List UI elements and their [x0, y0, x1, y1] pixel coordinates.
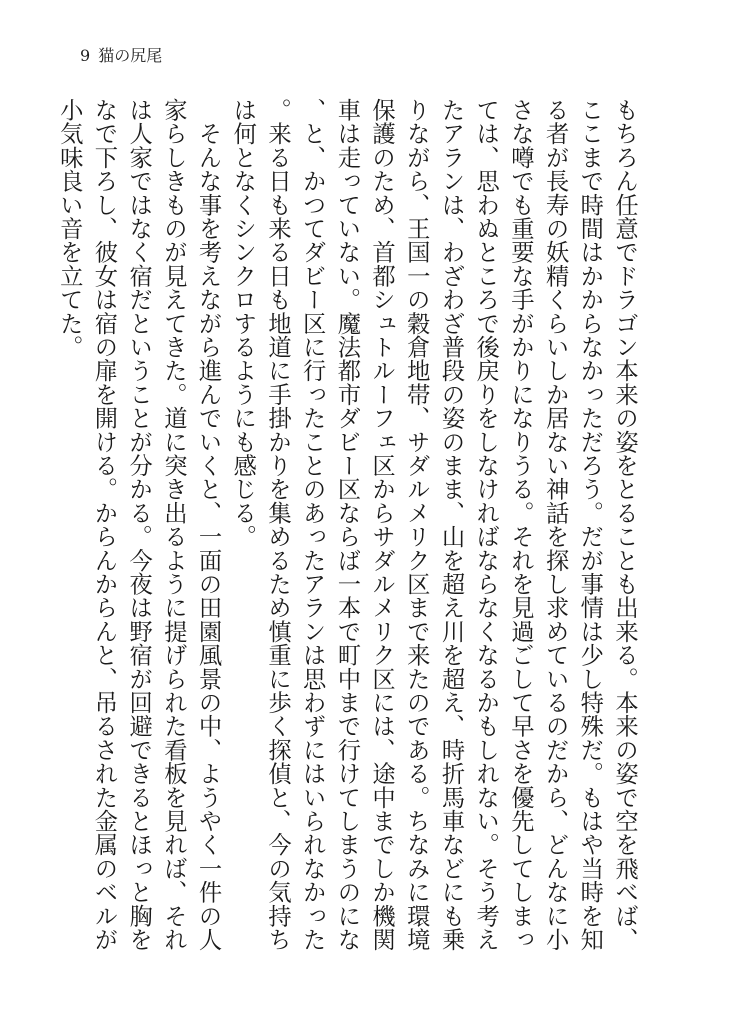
paragraph-2: そんな事を考えながら進んでいくと、一面の田園風景の中、ようやく一件の人家らしきものが見えてきた。道に突き出るように提げられた看板を見れば、それは人家ではなく宿だということが分かる。今夜は野宿が回避できるとほっと胸をなで下ろし、彼女は宿の扉を開ける。からんからんと、吊るされた金属のベルが小気味良い音を立てた。	[55, 98, 222, 952]
page-number: 9	[80, 46, 91, 65]
page-header	[80, 46, 162, 66]
running-title: 猫の尻尾	[98, 46, 163, 65]
paragraph-1: もちろん任意でドラゴン本来の姿をとることも出来る。本来の姿で空を飛べば、ここまで時間はかからなかっただろう。だが事情は少し特殊だ。もはや当時を知る者が長寿の妖精くらいしか居ない神話を探し求めているのだから、どんなに小さな噂でも重要な手がかりになりうる。それを見過ごして早さを優先してしまっては、思わぬところで後戻りをしなければならなくなるかもしれない。そう考えたアランは、わざわざ普段の姿のまま、山を超え川を超え、時折馬車などにも乗りながら、王国一の穀倉地帯、サダルメリク区まで来たのである。ちなみに環境保護のため、首都シュトルーフェ区からサダルメリク区には、途中までしか機関車は走っていない。魔法都市ダビー区ならば一本で町中まで行けてしまうのにな、と、かつてダビー区に行ったことのあったアランは思わずにはいられなかった。来る日も来る日も地道に手掛かりを集めるため慎重に歩く探偵と、今の気持ちは何となくシンクロするようにも感じる。	[229, 98, 638, 952]
body-text	[51, 98, 641, 968]
